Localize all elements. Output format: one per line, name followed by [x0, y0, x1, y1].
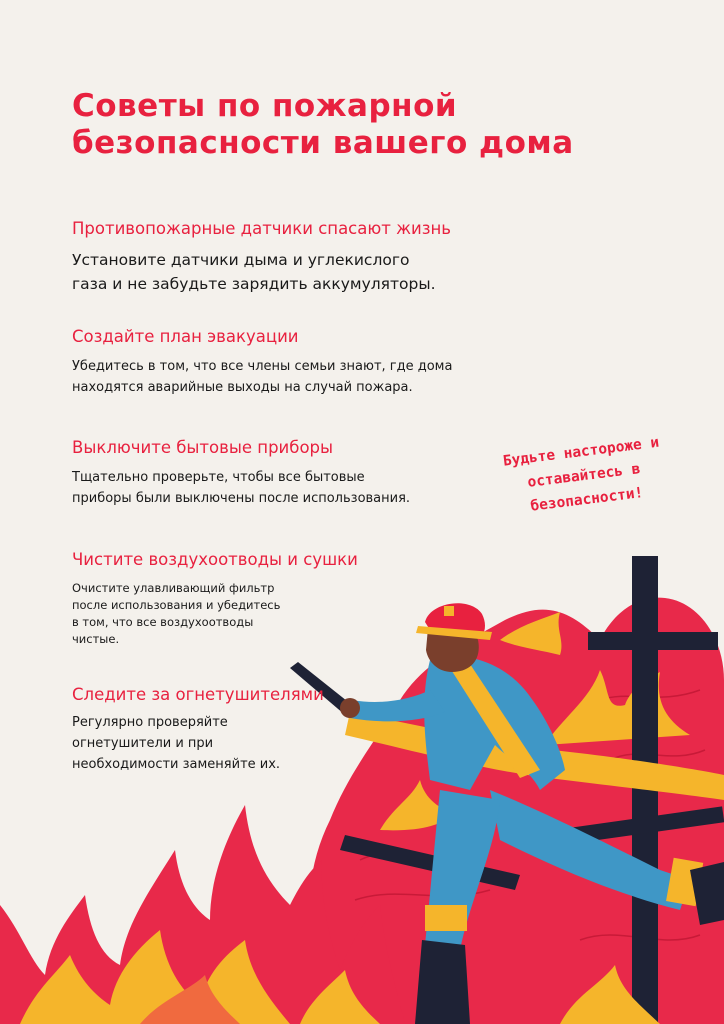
firefighter-boot [415, 940, 470, 1024]
section-text-vents: Очистите улавливающий фильтр после использования и убедитесь в том, что все воздухоотводы чистые. [72, 581, 281, 646]
section-heading-vents: Чистите воздухоотводы и сушки [72, 550, 358, 569]
section-text-appliances: Тщательно проверьте, чтобы все бытовые приборы были выключены после использования. [72, 470, 411, 506]
section-heading-evacuation: Создайте план эвакуации [72, 327, 299, 346]
section-heading-extinguishers: Следите за огнетушителями [72, 685, 324, 704]
section-text-detectors: Установите датчики дыма и углекислого газа и не забудьте зарядить аккумуляторы. [72, 251, 436, 293]
section-heading-detectors: Противопожарные датчики спасают жизнь [72, 219, 451, 238]
section-text-extinguishers: Регулярно проверяйте огнетушители и при необходимости заменяйте их. [72, 715, 281, 772]
section-text-evacuation: Убедитесь в том, что все члены семьи знают, где дома находятся аварийные выходы на случай пожара. [72, 359, 453, 395]
safety-callout: Будьте настороже и оставайтесь в безопасности! [502, 434, 661, 515]
page-title: Советы по пожарной безопасности вашего дома [72, 88, 574, 161]
section-heading-appliances: Выключите бытовые приборы [72, 438, 334, 457]
